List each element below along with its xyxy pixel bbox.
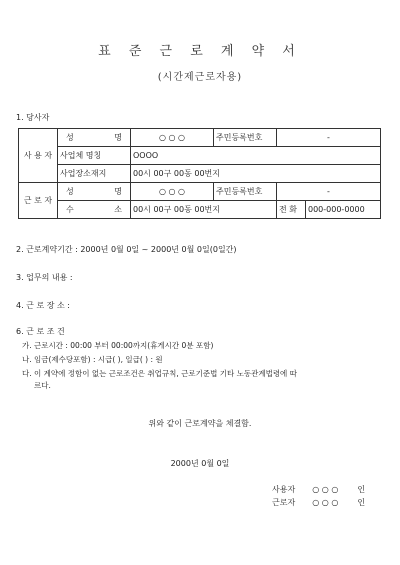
signature-employee xyxy=(272,497,365,508)
signature-role: 사용자 xyxy=(272,485,296,494)
seal-mark: 인 xyxy=(357,485,366,494)
employee-label: 근 로 자 xyxy=(19,183,58,219)
clause-working-hours: 가. 근로시간 : 00:00 부터 00:00까지(휴게시간 0분 포함) xyxy=(22,341,214,350)
signature-role: 근로자 xyxy=(272,498,296,507)
parties-table xyxy=(18,128,381,219)
employer-name-row xyxy=(19,129,381,147)
clause-other-conditions: 다. 이 계약에 정함이 없는 근로조건은 취업규칙, 근로기준법 기타 노동관계법령에 따 xyxy=(22,369,297,378)
employer-address-label: 사업장소재지 xyxy=(58,165,131,183)
employer-name-value: ○ ○ ○ xyxy=(131,129,214,147)
employee-name-row xyxy=(19,183,381,201)
employer-regno-value: - xyxy=(277,129,381,147)
contract-date: 2000년 0월 0일 xyxy=(170,459,230,468)
job-description: 3. 업무의 내용 : xyxy=(16,273,73,282)
clause-wages: 나. 임금(제수당포함) : 시급( ), 일급( ) : 원 xyxy=(22,355,163,364)
agreement-statement: 위와 같이 근로계약을 체결함. xyxy=(148,419,252,428)
employee-name-label: 성 명 xyxy=(58,183,131,201)
employer-address-value: 00시 00구 00동 00번지 xyxy=(131,165,381,183)
employee-phone-value: 000-000-0000 xyxy=(306,201,381,219)
employee-address-row xyxy=(19,201,381,219)
employer-name-label: 성 명 xyxy=(58,129,131,147)
employer-company-value: OOOO xyxy=(131,147,381,165)
seal-mark: 인 xyxy=(357,498,366,507)
employee-address-label: 수 소 xyxy=(58,201,131,219)
employer-company-label: 사업체 명칭 xyxy=(58,147,131,165)
document-subtitle: (시간제근로자용) xyxy=(157,72,243,83)
employer-company-row xyxy=(19,147,381,165)
work-location: 4. 근 로 장 소 : xyxy=(16,301,70,310)
employer-regno-label: 주민등록번호 xyxy=(214,129,277,147)
document-title: 표 준 근 로 계 약 서 xyxy=(98,44,302,59)
section-parties-heading: 1. 당사자 xyxy=(16,113,50,122)
contract-period: 2. 근로계약기간 : 2000년 0월 0일 ~ 2000년 0월 0일(0일간) xyxy=(16,245,237,254)
signature-name: ○ ○ ○ xyxy=(312,485,339,494)
signature-employer xyxy=(272,484,365,495)
employer-label: 사 용 자 xyxy=(19,129,58,183)
clause-other-conditions-cont: 르다. xyxy=(34,381,51,390)
signature-name: ○ ○ ○ xyxy=(312,498,339,507)
employer-address-row xyxy=(19,165,381,183)
working-conditions-heading: 6. 근 로 조 건 xyxy=(16,327,65,336)
employee-phone-label: 전 화 xyxy=(277,201,306,219)
employee-regno-value: - xyxy=(277,183,381,201)
employee-address-value: 00시 00구 00동 00번지 xyxy=(131,201,277,219)
employee-name-value: ○ ○ ○ xyxy=(131,183,214,201)
employee-regno-label: 주민등록번호 xyxy=(214,183,277,201)
